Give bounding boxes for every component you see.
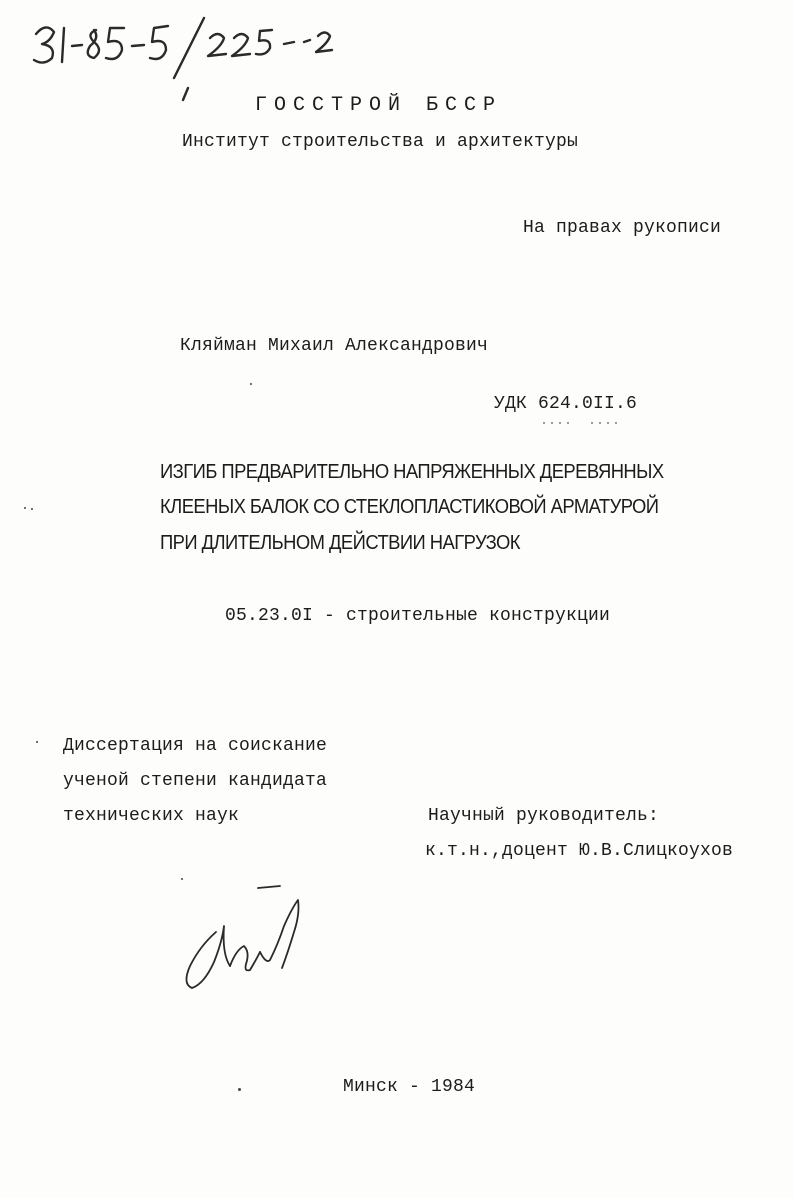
scan-speck <box>238 1088 241 1091</box>
udk-code: УДК 624.0II.6 <box>494 394 638 414</box>
specialty-code: 05.23.0I - строительные конструкции <box>225 606 611 626</box>
author-signature <box>170 880 320 1000</box>
scan-speck <box>36 741 38 743</box>
scan-speck <box>250 383 252 385</box>
dissertation-line-3: технических наук <box>63 806 240 826</box>
supervisor-label: Научный руководитель: <box>428 806 660 826</box>
scan-speck <box>24 507 26 509</box>
dissertation-line-1: Диссертация на соискание <box>63 736 328 756</box>
author-name: Кляйман Михаил Александрович <box>180 336 489 356</box>
supervisor-name: к.т.н.,доцент Ю.В.Слицкоухов <box>425 841 734 861</box>
scan-speck <box>31 508 33 510</box>
handwritten-archive-note <box>28 12 348 102</box>
udk-underline-dots <box>540 418 630 428</box>
city-year: Минск - 1984 <box>343 1077 476 1097</box>
scan-speck <box>181 878 183 880</box>
dissertation-line-2: ученой степени кандидата <box>63 771 328 791</box>
thesis-title-line-2: КЛЕЕНЫХ БАЛОК СО СТЕКЛОПЛАСТИКОВОЙ АРМАТУРОЙ <box>160 496 659 518</box>
thesis-title-line-1: ИЗГИБ ПРЕДВАРИТЕЛЬНО НАПРЯЖЕННЫХ ДЕРЕВЯННЫХ <box>160 461 664 483</box>
thesis-title-line-3: ПРИ ДЛИТЕЛЬНОМ ДЕЙСТВИИ НАГРУЗОК <box>160 532 520 554</box>
manuscript-note: На правах рукописи <box>523 218 722 238</box>
institute-name: Институт строительства и архитектуры <box>182 132 579 152</box>
organization-name: ГОССТРОЙ БССР <box>255 94 503 117</box>
